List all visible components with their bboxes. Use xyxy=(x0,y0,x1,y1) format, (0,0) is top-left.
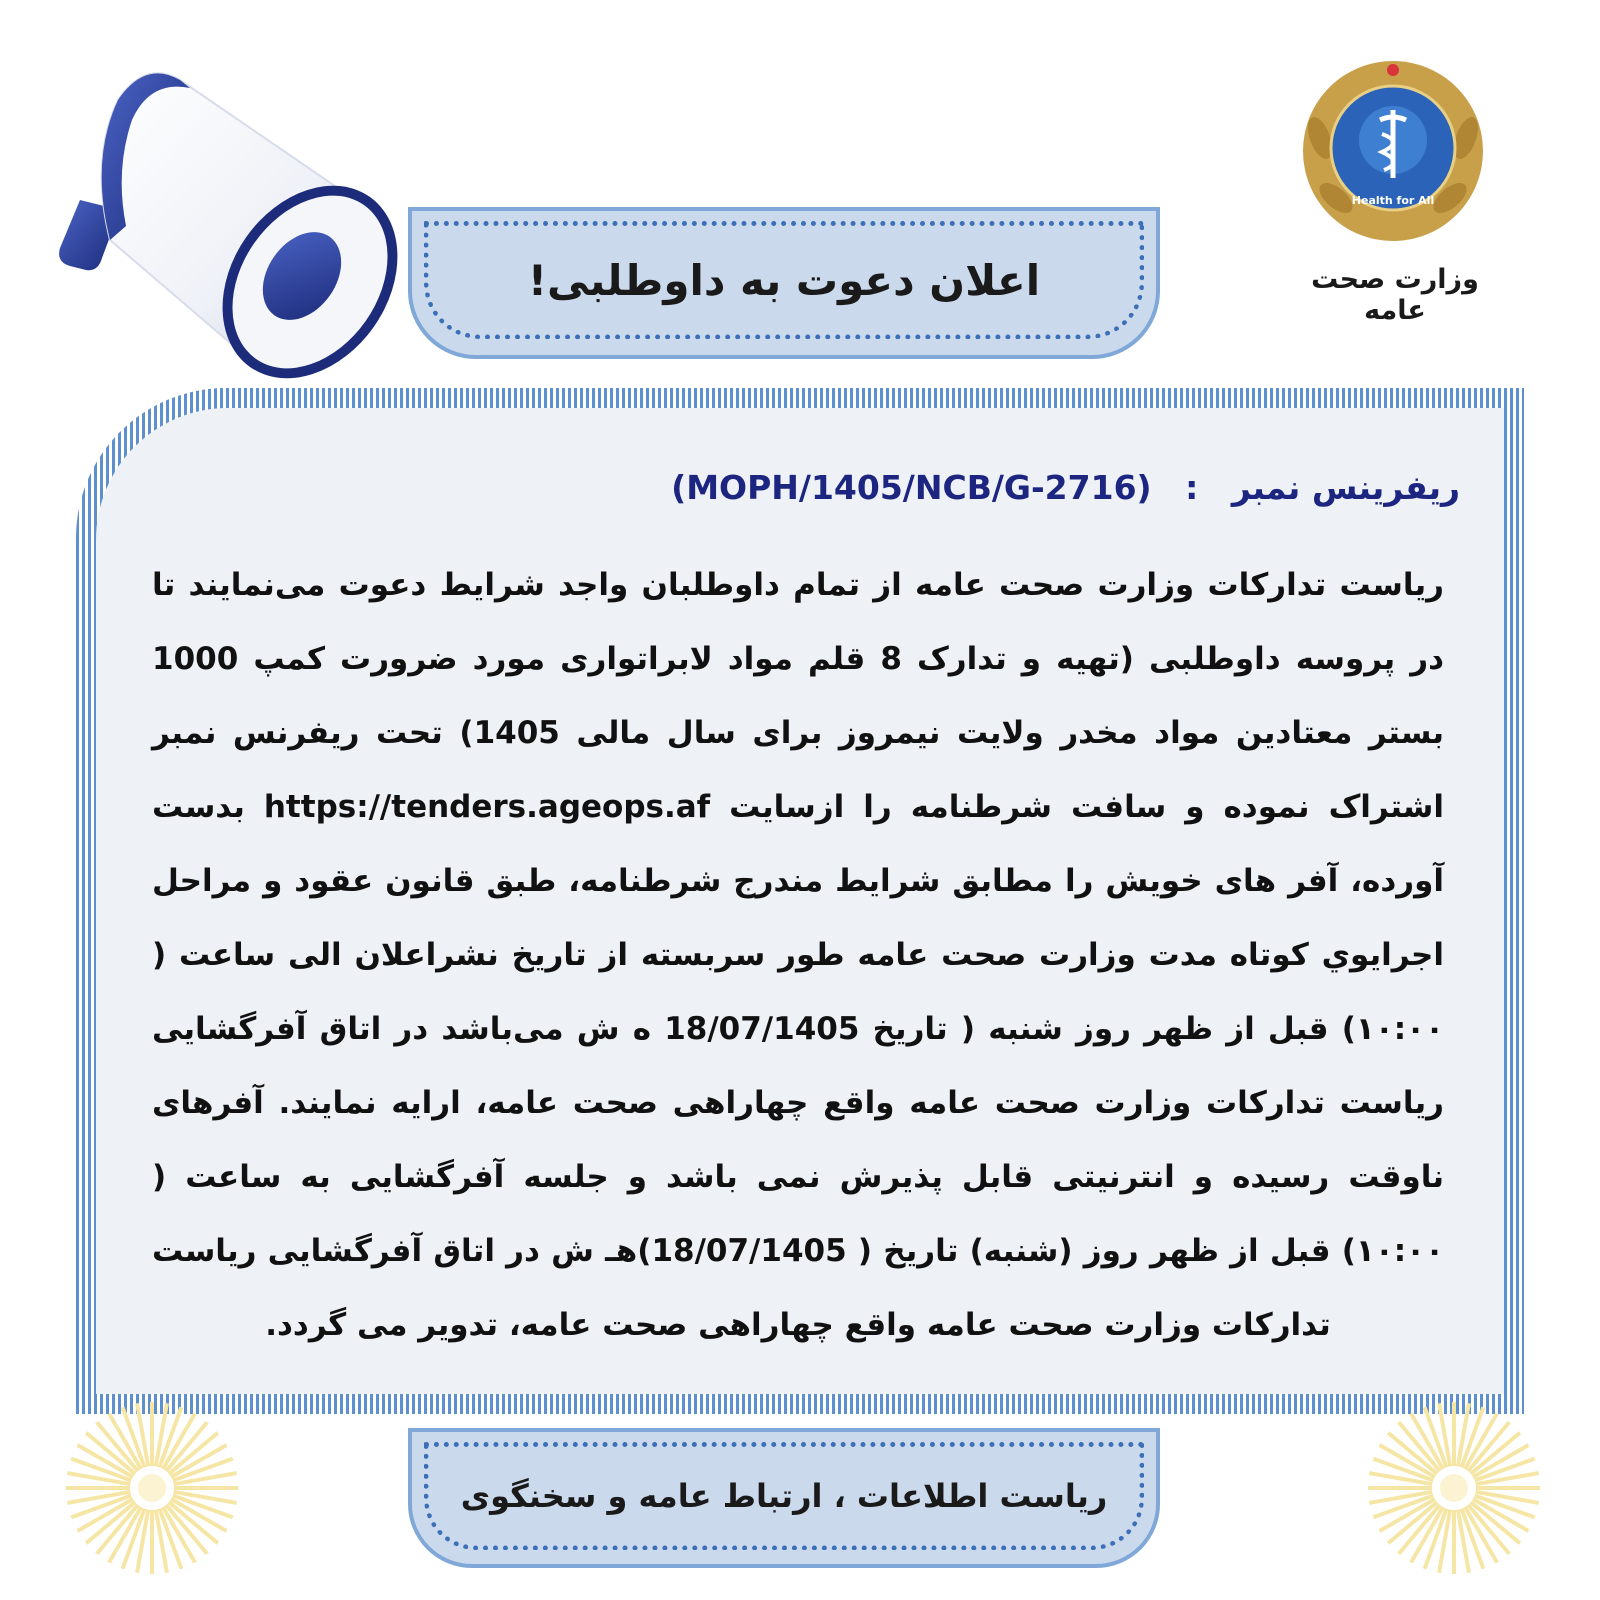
announcement-body: ریاست تدارکات وزارت صحت عامه از تمام داوطلبان واجد شرایط دعوت می‌نمایند تا در پروسه داوطلبی (تهیه و تدارک 8 قلم مواد لابراتواری مورد ضرورت کمپ 1000 بستر معتادین مواد مخدر ولایت نیمروز برای سال مالی 1405) تحت ریفرنس نمبر اشتراک نموده و سافت شرطنامه را ازسایت https://tenders.ageops.af بدست آورده، آفر های خویش را مطابق شرایط مندرج شرطنامه، طبق قانون عقود و مراحل اجرایوي کوتاه مدت وزارت صحت عامه طور سربسته از تاریخ نشراعلان الی ساعت ( ۱۰:۰۰) قبل از ظهر روز شنبه ( تاریخ 18/07/1405 ه ش می‌باشد در اتاق آفرگشایی ریاست تدارکات وزارت صحت عامه واقع چهاراهی صحت عامه، ارایه نمایند. آفرهای ناوقت رسیده و انترنیتی قابل پذیرش نمی باشد و جلسه آفرگشایی به ساعت ( ۱۰:۰۰) قبل از ظهر روز (شنبه) تاریخ ( 18/07/1405)هـ ش در اتاق آفرگشایی ریاست تدارکات وزارت صحت عامه واقع چهاراهی صحت عامه، تدویر می گردد. xyxy=(152,567,1445,1343)
reference-separator: : xyxy=(1185,468,1199,507)
page-title: اعلان دعوت به داوطلبی! xyxy=(527,255,1041,305)
reference-label: ریفرینس نمبر xyxy=(1231,468,1460,507)
ministry-seal-icon xyxy=(1300,58,1486,244)
title-banner-inner xyxy=(424,221,1144,339)
ministry-name: وزارت صحت عامه xyxy=(1311,264,1479,326)
seal-motto: Health for All xyxy=(1351,194,1435,207)
reference-number: (MOPH/1405/NCB/G-2716) xyxy=(671,468,1152,507)
announcement-panel xyxy=(96,408,1504,1394)
title-banner xyxy=(408,207,1160,359)
footer-banner-inner xyxy=(424,1442,1144,1550)
announcement-frame xyxy=(76,388,1524,1414)
megaphone-icon xyxy=(40,50,410,380)
sunburst-decoration-right xyxy=(1364,1398,1544,1578)
footer-text: ریاست اطلاعات ، ارتباط عامه و سخنگوی xyxy=(460,1477,1108,1515)
footer-banner xyxy=(408,1428,1160,1568)
sunburst-decoration-left xyxy=(62,1398,242,1578)
reference-line xyxy=(671,468,1460,507)
